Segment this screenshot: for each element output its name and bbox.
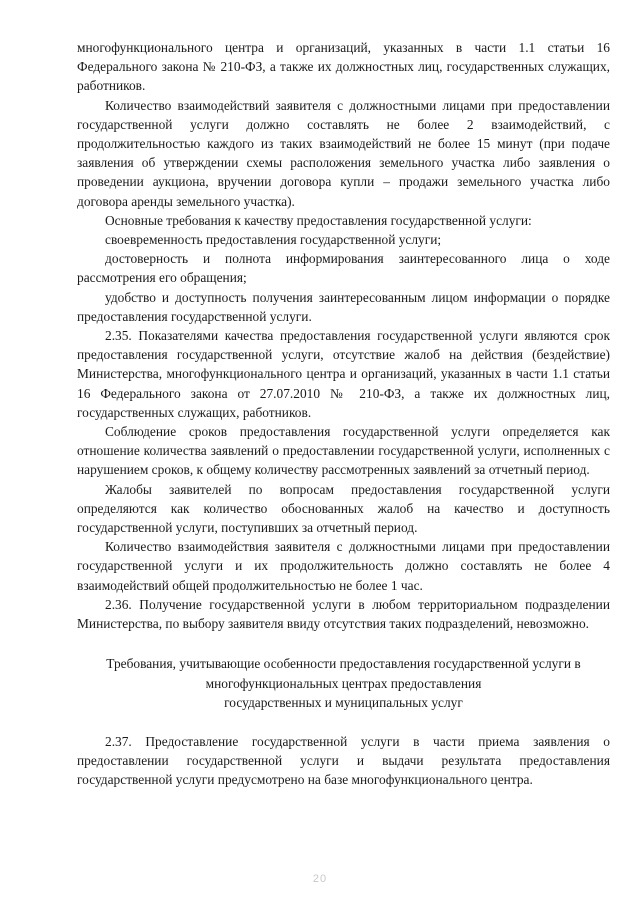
paragraph: достоверность и полнота информирования заинтересованного лица о ходе рассмотрения его обращения;: [77, 251, 610, 286]
paragraph: удобство и доступность получения заинтересованным лицом информации о порядке предоставления государственной услуги.: [77, 289, 610, 324]
paragraph: Количество взаимодействия заявителя с должностными лицами при предоставлении государственной услуги и их продолжительность должно составлять не более 4 взаимодействий общей продолжительностью не более 1 час.: [77, 539, 610, 593]
paragraph: многофункционального центра и организаций, указанных в части 1.1 статьи 16 Федерального закона № 210-ФЗ, а также их должностных лиц, государственных служащих, работников.: [77, 40, 610, 94]
page-number: 20: [312, 873, 328, 885]
section-heading-line: Требования, учитывающие особенности предоставления государственной услуги в: [106, 656, 581, 672]
paragraph: Количество взаимодействий заявителя с должностными лицами при предоставлении государственной услуги должно составлять не более 2 взаимодействий, с продолжительностью каждого из таких взаимодействий не более 15 минут (при подаче заявления об утверждении схемы расположения земельного участка либо заявления о проведении аукциона, вручении договора купли – продажи земельного участка либо договора аренды земельного участка).: [77, 97, 610, 209]
spacer: [77, 633, 610, 654]
section-heading-line: многофункциональных центрах предоставления: [205, 675, 482, 691]
paragraph: 2.36. Получение государственной услуги в любом территориальном подразделении Министерства, по выбору заявителя ввиду отсутствия таких подразделений, невозможно.: [77, 596, 610, 632]
paragraph: Жалобы заявителей по вопросам предоставления государственной услуги определяются как количество обоснованных жалоб на качество и доступность государственной услуги, поступивших за отчетный период.: [77, 481, 610, 536]
section-heading: [77, 654, 610, 712]
paragraph: Соблюдение сроков предоставления государственной услуги определяется как отношение количества заявлений о предоставлении государственной услуги, исполненных с нарушением сроков, к общему количеству рассмотренных заявлений за отчетный период.: [77, 424, 610, 478]
paragraph: 2.37. Предоставление государственной услуги в части приема заявления о предоставлении государственной услуги и выдачи результата предоставления государственной услуги предусмотрено на базе многофункционального центра.: [77, 733, 610, 788]
paragraph: 2.35. Показателями качества предоставления государственной услуги являются срок предоставления государственной услуги, отсутствие жалоб на действия (бездействие) Министерства, многофункционального центра и организаций, указанных в части 1.1 статьи 16 Федерального закона от 27.07.2010 № 210-ФЗ, а также их должностных лиц, государственных служащих, работников.: [77, 328, 610, 420]
spacer: [77, 712, 610, 732]
document-page: [77, 38, 610, 790]
paragraph: Основные требования к качеству предоставления государственной услуги:: [105, 212, 532, 228]
section-heading-line: государственных и муниципальных услуг: [224, 694, 463, 710]
paragraph: своевременность предоставления государственной услуги;: [105, 232, 442, 248]
